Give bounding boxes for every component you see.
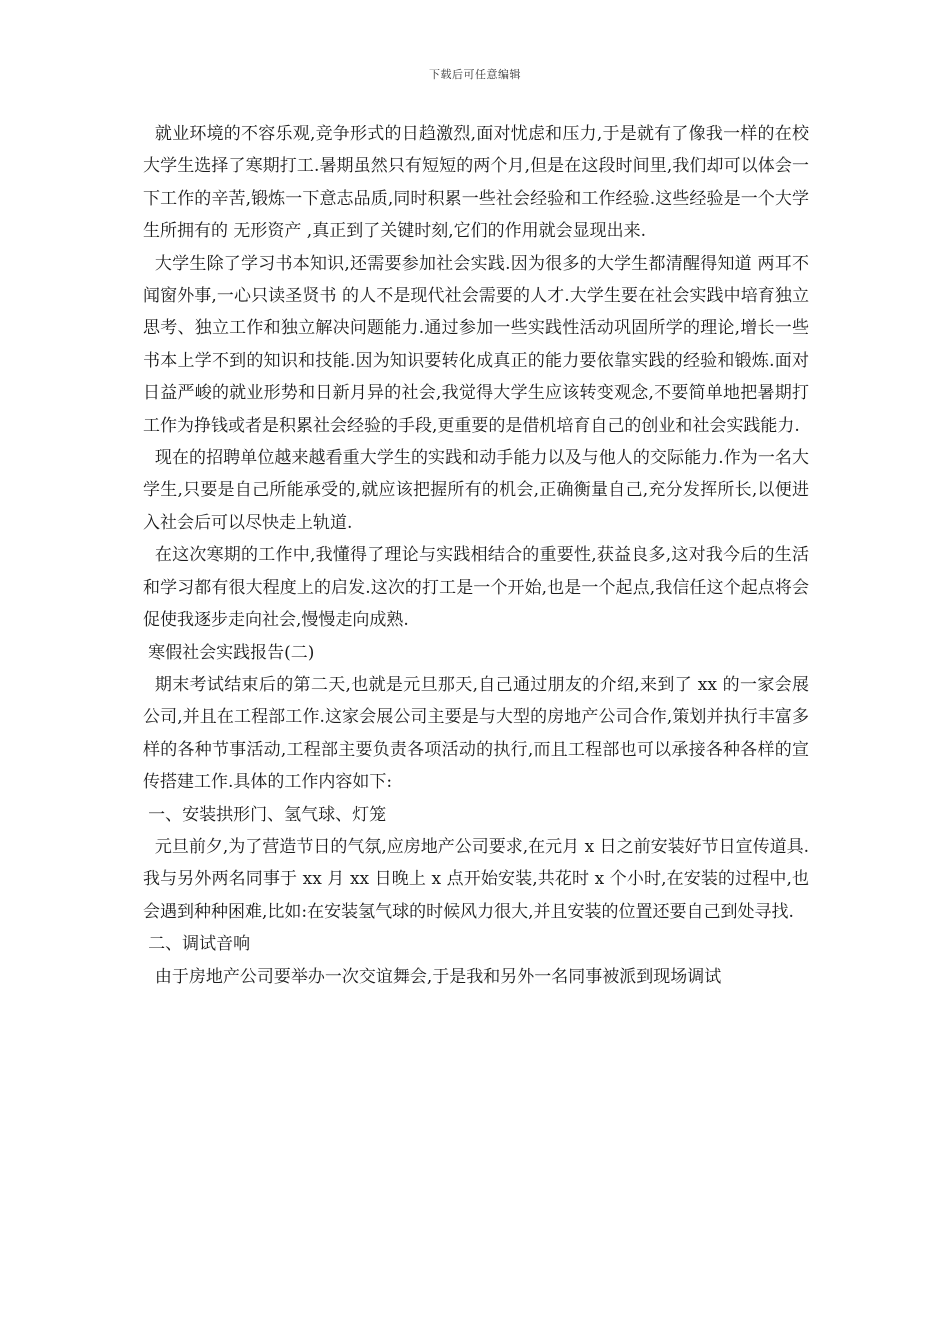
- paragraph-recruiting: 现在的招聘单位越来越看重大学生的实践和动手能力以及与他人的交际能力.作为一名大学生,只要是自己所能承受的,就应该把握所有的机会,正确衡量自己,充分发挥所长,以便进入社会后可以尽快走上轨道.: [143, 448, 809, 533]
- page-header: 下载后可任意编辑: [429, 68, 521, 81]
- subheading-audio-setup: 二、调试音响: [148, 934, 251, 955]
- section-heading-report-two: 寒假社会实践报告(二): [148, 642, 315, 663]
- paragraph-install-details: 元旦前夕,为了营造节日的气氛,应房地产公司要求,在元月 x 日之前安装好节日宣传道具.我与另外两名同事于 xx 月 xx 日晚上 x 点开始安装,共花时 x 个小时,在安装的过程中,也会遇到种种困难,比如:在安装氢气球的时候风力很大,并且安装的位置还要自己到处寻找.: [143, 836, 809, 922]
- paragraph-audio-details: 由于房地产公司要举办一次交谊舞会,于是我和另外一名同事被派到现场调试: [154, 966, 722, 987]
- paragraph-exhibition-company: 期末考试结束后的第二天,也就是元旦那天,自己通过朋友的介绍,来到了 xx 的一家会展公司,并且在工程部工作.这家会展公司主要是与大型的房地产公司合作,策划并执行丰富多样的各种节事活动,工程部主要负责各项活动的执行,而且工程部也可以承接各种各样的宣传搭建工作.具体的工作内容如下:: [143, 674, 809, 793]
- subheading-install-arch: 一、安装拱形门、氢气球、灯笼: [148, 804, 387, 825]
- paragraph-social-practice: 大学生除了学习书本知识,还需要参加社会实践.因为很多的大学生都清醒得知道 两耳不闻窗外事,一心只读圣贤书 的人不是现代社会需要的人才.大学生要在社会实践中培育独立思考、独立工作和独立解决问题能力.通过参加一些实践性活动巩固所学的理论,增长一些书本上学不到的知识和技能.因为知识要转化成真正的能力要依靠实践的经验和锻炼.面对日益严峻的就业形势和日新月异的社会,我觉得大学生应该转变观念,不要简单地把暑期打工作为挣钱或者是积累社会经验的手段,更重要的是借机培育自己的创业和社会实践能力.: [143, 253, 809, 436]
- paragraph-employment: 就业环境的不容乐观,竞争形式的日趋激烈,面对忧虑和压力,于是就有了像我一样的在校大学生选择了寒期打工.暑期虽然只有短短的两个月,但是在这段时间里,我们却可以体会一下工作的辛苦,锻炼一下意志品质,同时积累一些社会经验和工作经验.这些经验是一个大学生所拥有的 无形资产 ,真正到了关键时刻,它们的作用就会显现出来.: [143, 124, 809, 242]
- paragraph-winter-work: 在这次寒期的工作中,我懂得了理论与实践相结合的重要性,获益良多,这对我今后的生活和学习都有很大程度上的启发.这次的打工是一个开始,也是一个起点,我信任这个起点将会促使我逐步走向社会,慢慢走向成熟.: [143, 545, 809, 631]
- document-body: [143, 118, 809, 993]
